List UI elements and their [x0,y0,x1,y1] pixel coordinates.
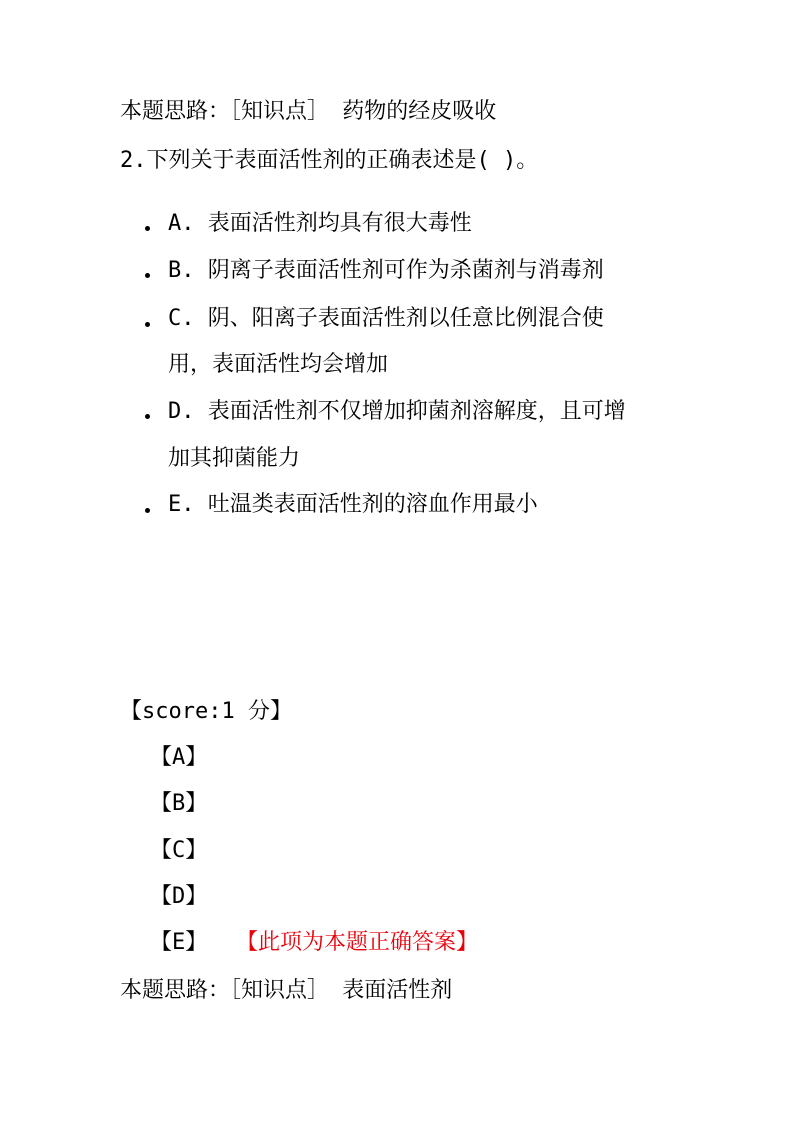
option-c-text-line1: C. 阴、阳离子表面活性剂以任意比例混合使 [168,306,604,331]
option-c-text-line2: 用，表面活性均会增加 [168,352,389,377]
option-a-text: A. 表面活性剂均具有很大毒性 [168,211,472,236]
option-d-text-line1: D. 表面活性剂不仅增加抑菌剂溶解度，且可增 [168,399,626,424]
bullet-icon [145,273,150,278]
question-text: 2.下列关于表面活性剂的正确表述是( )。 [120,148,539,173]
correct-answer-note: 【此项为本题正确答案】 [236,930,479,955]
answer-c: 【C】 [150,838,208,863]
previous-analysis-line [120,97,496,127]
knowledge-tag: ［知识点］ [230,99,330,124]
answer-a: 【A】 [150,745,208,770]
analysis-topic: 药物的经皮吸收 [342,99,497,124]
bullet-icon [145,508,150,513]
analysis-topic: 表面活性剂 [342,978,453,1003]
analysis-line [120,976,452,1006]
option-d-text-line2: 加其抑菌能力 [168,446,301,471]
answer-d: 【D】 [150,884,208,909]
knowledge-tag: ［知识点］ [230,978,330,1003]
score-label: 【score:1 分】 [120,699,292,724]
answer-b: 【B】 [150,791,208,816]
option-b-text: B. 阴离子表面活性剂可作为杀菌剂与消毒剂 [168,258,604,283]
answer-e: 【E】 [150,930,208,955]
bullet-icon [145,322,150,327]
analysis-label: 本题思路： [120,978,231,1003]
analysis-label: 本题思路： [120,99,231,124]
option-e-text: E. 吐温类表面活性剂的溶血作用最小 [168,492,538,517]
bullet-icon [145,226,150,231]
bullet-icon [145,414,150,419]
